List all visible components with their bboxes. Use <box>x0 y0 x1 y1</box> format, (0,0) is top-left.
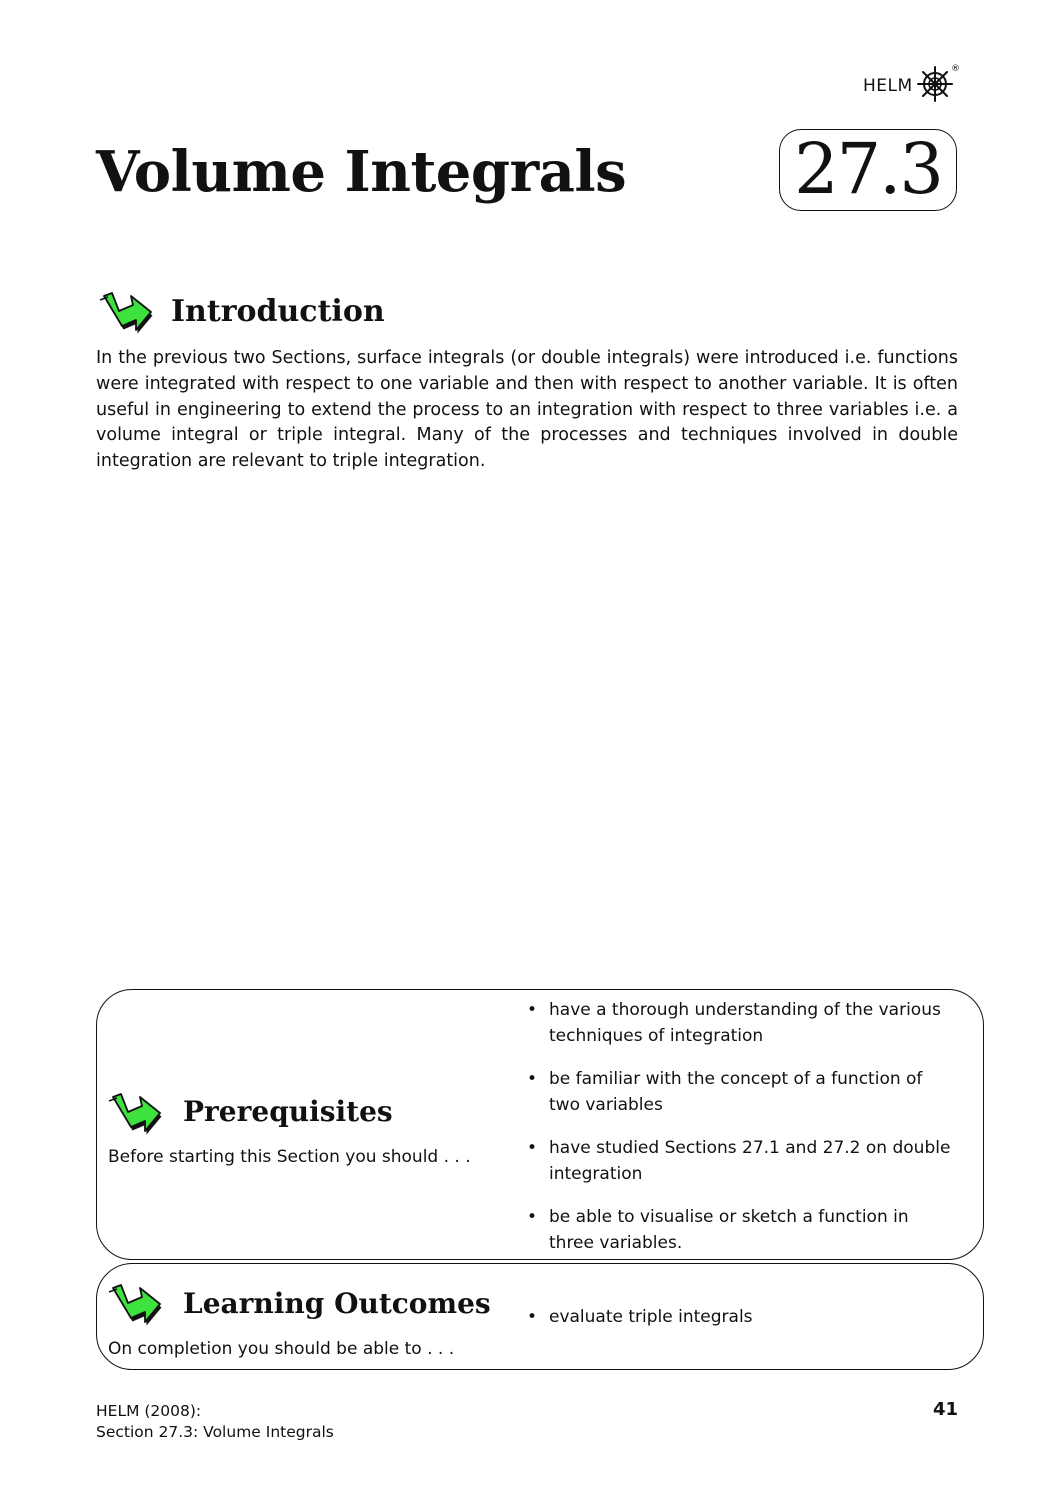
prerequisites-list <box>523 998 953 1256</box>
prerequisites-subtext: Before starting this Section you should . . . <box>108 1147 471 1167</box>
page-number: 41 <box>932 1399 958 1420</box>
green-arrow-icon <box>105 1087 165 1139</box>
section-number: 27.3 <box>794 128 942 210</box>
green-arrow-icon <box>105 1278 165 1330</box>
learning-outcomes-list <box>523 1305 953 1331</box>
learning-outcomes-subtext: On completion you should be able to . . . <box>108 1339 455 1359</box>
page-title: Volume Integrals <box>96 139 627 205</box>
section-number-badge <box>779 129 957 211</box>
list-item: • have studied Sections 27.1 and 27.2 on double integration <box>523 1136 953 1187</box>
learning-outcomes-box <box>96 1263 984 1370</box>
registered-mark: ® <box>951 64 960 74</box>
list-item: • have a thorough understanding of the various techniques of integration <box>523 998 953 1049</box>
footer-source-line: HELM (2008): <box>96 1402 202 1420</box>
helm-logo-text: HELM <box>863 76 913 96</box>
ship-wheel-icon <box>917 66 953 102</box>
footer-section-line: Section 27.3: Volume Integrals <box>96 1423 334 1441</box>
introduction-heading: Introduction <box>171 294 385 329</box>
learning-outcomes-heading: Learning Outcomes <box>183 1287 491 1320</box>
green-arrow-icon <box>96 286 156 338</box>
helm-logo <box>863 64 963 104</box>
prerequisites-heading: Prerequisites <box>183 1095 393 1128</box>
footer-source <box>96 1401 334 1443</box>
list-item: • evaluate triple integrals <box>523 1305 953 1331</box>
list-item: • be able to visualise or sketch a function in three variables. <box>523 1205 953 1256</box>
list-item: • be familiar with the concept of a function of two variables <box>523 1067 953 1118</box>
prerequisites-box <box>96 989 984 1260</box>
introduction-body: In the previous two Sections, surface integrals (or double integrals) were introduced i.e. functions were integrated with respect to one variable and then with respect to another variable. It is often useful in engineering to extend the process to an integration with respect to three variables i.e. a volume integral or triple integral. Many of the processes and techniques involved in double integration are relevant to triple integration. <box>96 348 958 472</box>
